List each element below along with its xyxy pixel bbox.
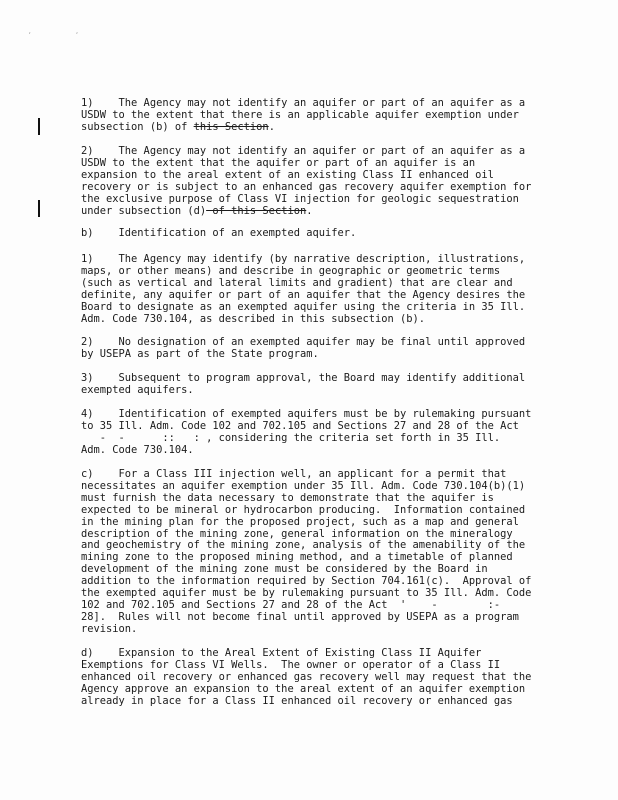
paragraph-b1 — [81, 254, 541, 325]
paragraph-line: 2) No designation of an exempted aquifer may be final until approved — [81, 336, 526, 348]
paragraph-line: development of the mining zone must be considered by the Board in — [81, 563, 488, 576]
paragraph-line: Exemptions for Class VI Wells. The owner or operator of a Class II — [81, 658, 501, 671]
paragraph-line: Adm. Code 730.104, as described in this subsection (b). — [81, 312, 426, 325]
paragraph-line: Agency approve an expansion to the areal extent of an aquifer exemption — [81, 682, 526, 695]
paragraph-line: - - :: : , considering the criteria set forth in 35 Ill. — [81, 431, 501, 444]
line-text: . — [268, 120, 275, 133]
paragraph-line: enhanced oil recovery or enhanced gas recovery well may request that the — [81, 670, 532, 683]
paragraph-a2 — [81, 146, 541, 217]
paragraph-line: USDW to the extent that there is an applicable aquifer exemption under — [81, 108, 519, 121]
paragraph-line: 4) Identification of exempted aquifers must be by rulemaking pursuant — [81, 408, 532, 420]
paragraph-line: the exempted aquifer must be by rulemaking pursuant to 35 Ill. Adm. Code — [81, 587, 532, 600]
paragraph-c — [81, 469, 541, 636]
paragraph-line: by USEPA as part of the State program. — [81, 347, 319, 360]
paragraph-line: the exclusive purpose of Class VI injection for geologic sequestration — [81, 192, 519, 205]
paragraph-line: description of the mining zone, general information on the mineralogy — [81, 527, 513, 540]
paragraph-line — [81, 206, 541, 218]
paragraph-line: expansion to the areal extent of an existing Class II enhanced oil — [81, 168, 494, 181]
paragraph-line: d) Expansion to the Areal Extent of Existing Class II Aquifer — [81, 647, 482, 659]
paragraph-line — [81, 122, 541, 134]
paragraph-line: recovery or is subject to an enhanced gas recovery aquifer exemption for — [81, 180, 532, 193]
struck-text: this Section — [193, 120, 269, 133]
paragraph-a1 — [81, 98, 541, 134]
paragraph-line: 28]. Rules will not become final until approved by USEPA as a program — [81, 610, 519, 623]
paragraph-line: Board to designate as an exempted aquifer using the criteria in 35 Ill. — [81, 300, 526, 313]
paragraph-line: to 35 Ill. Adm. Code 102 and 702.105 and Sections 27 and 28 of the Act — [81, 419, 519, 432]
paragraph-b2 — [81, 337, 541, 361]
paragraph-b4 — [81, 409, 541, 457]
paragraph-line: mining zone to the proposed mining method, and a timetable of planned — [81, 551, 513, 564]
paragraph-line: and geochemistry of the mining zone, analysis of the amenability of the — [81, 539, 526, 552]
revision-bar — [38, 118, 40, 135]
paragraph-line: b) Identification of an exempted aquifer. — [81, 227, 357, 239]
paragraph-line: exempted aquifers. — [81, 383, 194, 396]
paragraph-line: maps, or other means) and describe in geographic or geometric terms — [81, 264, 501, 277]
paragraph-line: 102 and 702.105 and Sections 27 and 28 of the Act ' - :- — [81, 598, 501, 611]
paragraph-line: in the mining plan for the proposed project, such as a map and general — [81, 515, 519, 528]
paragraph-line: (such as vertical and lateral limits and gradient) that are clear and — [81, 276, 513, 289]
paragraph-line: 1) The Agency may identify (by narrative description, illustrations, — [81, 253, 526, 265]
paragraph-line: already in place for a Class II enhanced oil recovery or enhanced gas — [81, 694, 513, 707]
paragraph-b3 — [81, 373, 541, 397]
paragraph-line: 1) The Agency may not identify an aquifer or part of an aquifer as a — [81, 97, 526, 109]
paragraph-line: revision. — [81, 622, 138, 635]
scan-specks: , , — [28, 28, 99, 35]
paragraph-line: expected to be mineral or hydrocarbon producing. Information contained — [81, 503, 526, 516]
section-heading-b — [81, 228, 541, 240]
paragraph-line: must furnish the data necessary to demonstrate that the aquifer is — [81, 491, 494, 504]
paragraph-line: definite, any aquifer or part of an aquifer that the Agency desires the — [81, 288, 526, 301]
line-text: . — [306, 204, 313, 217]
paragraph-line: addition to the information required by Section 704.161(c). Approval of — [81, 575, 532, 588]
revision-bar — [38, 200, 40, 217]
paragraph-line: necessitates an aquifer exemption under 35 Ill. Adm. Code 730.104(b)(1) — [81, 479, 526, 492]
paragraph-line: USDW to the extent that the aquifer or part of an aquifer is an — [81, 156, 476, 169]
paragraph-line: c) For a Class III injection well, an applicant for a permit that — [81, 468, 507, 480]
struck-text: of this Section — [206, 204, 307, 217]
paragraph-line: 3) Subsequent to program approval, the Board may identify additional — [81, 372, 526, 384]
line-text: subsection (b) of — [81, 120, 194, 133]
paragraph-line: 2) The Agency may not identify an aquifer or part of an aquifer as a — [81, 145, 526, 157]
paragraph-line: Adm. Code 730.104. — [81, 443, 194, 456]
line-text: under subsection (d) — [81, 204, 207, 217]
paragraph-d — [81, 648, 541, 708]
